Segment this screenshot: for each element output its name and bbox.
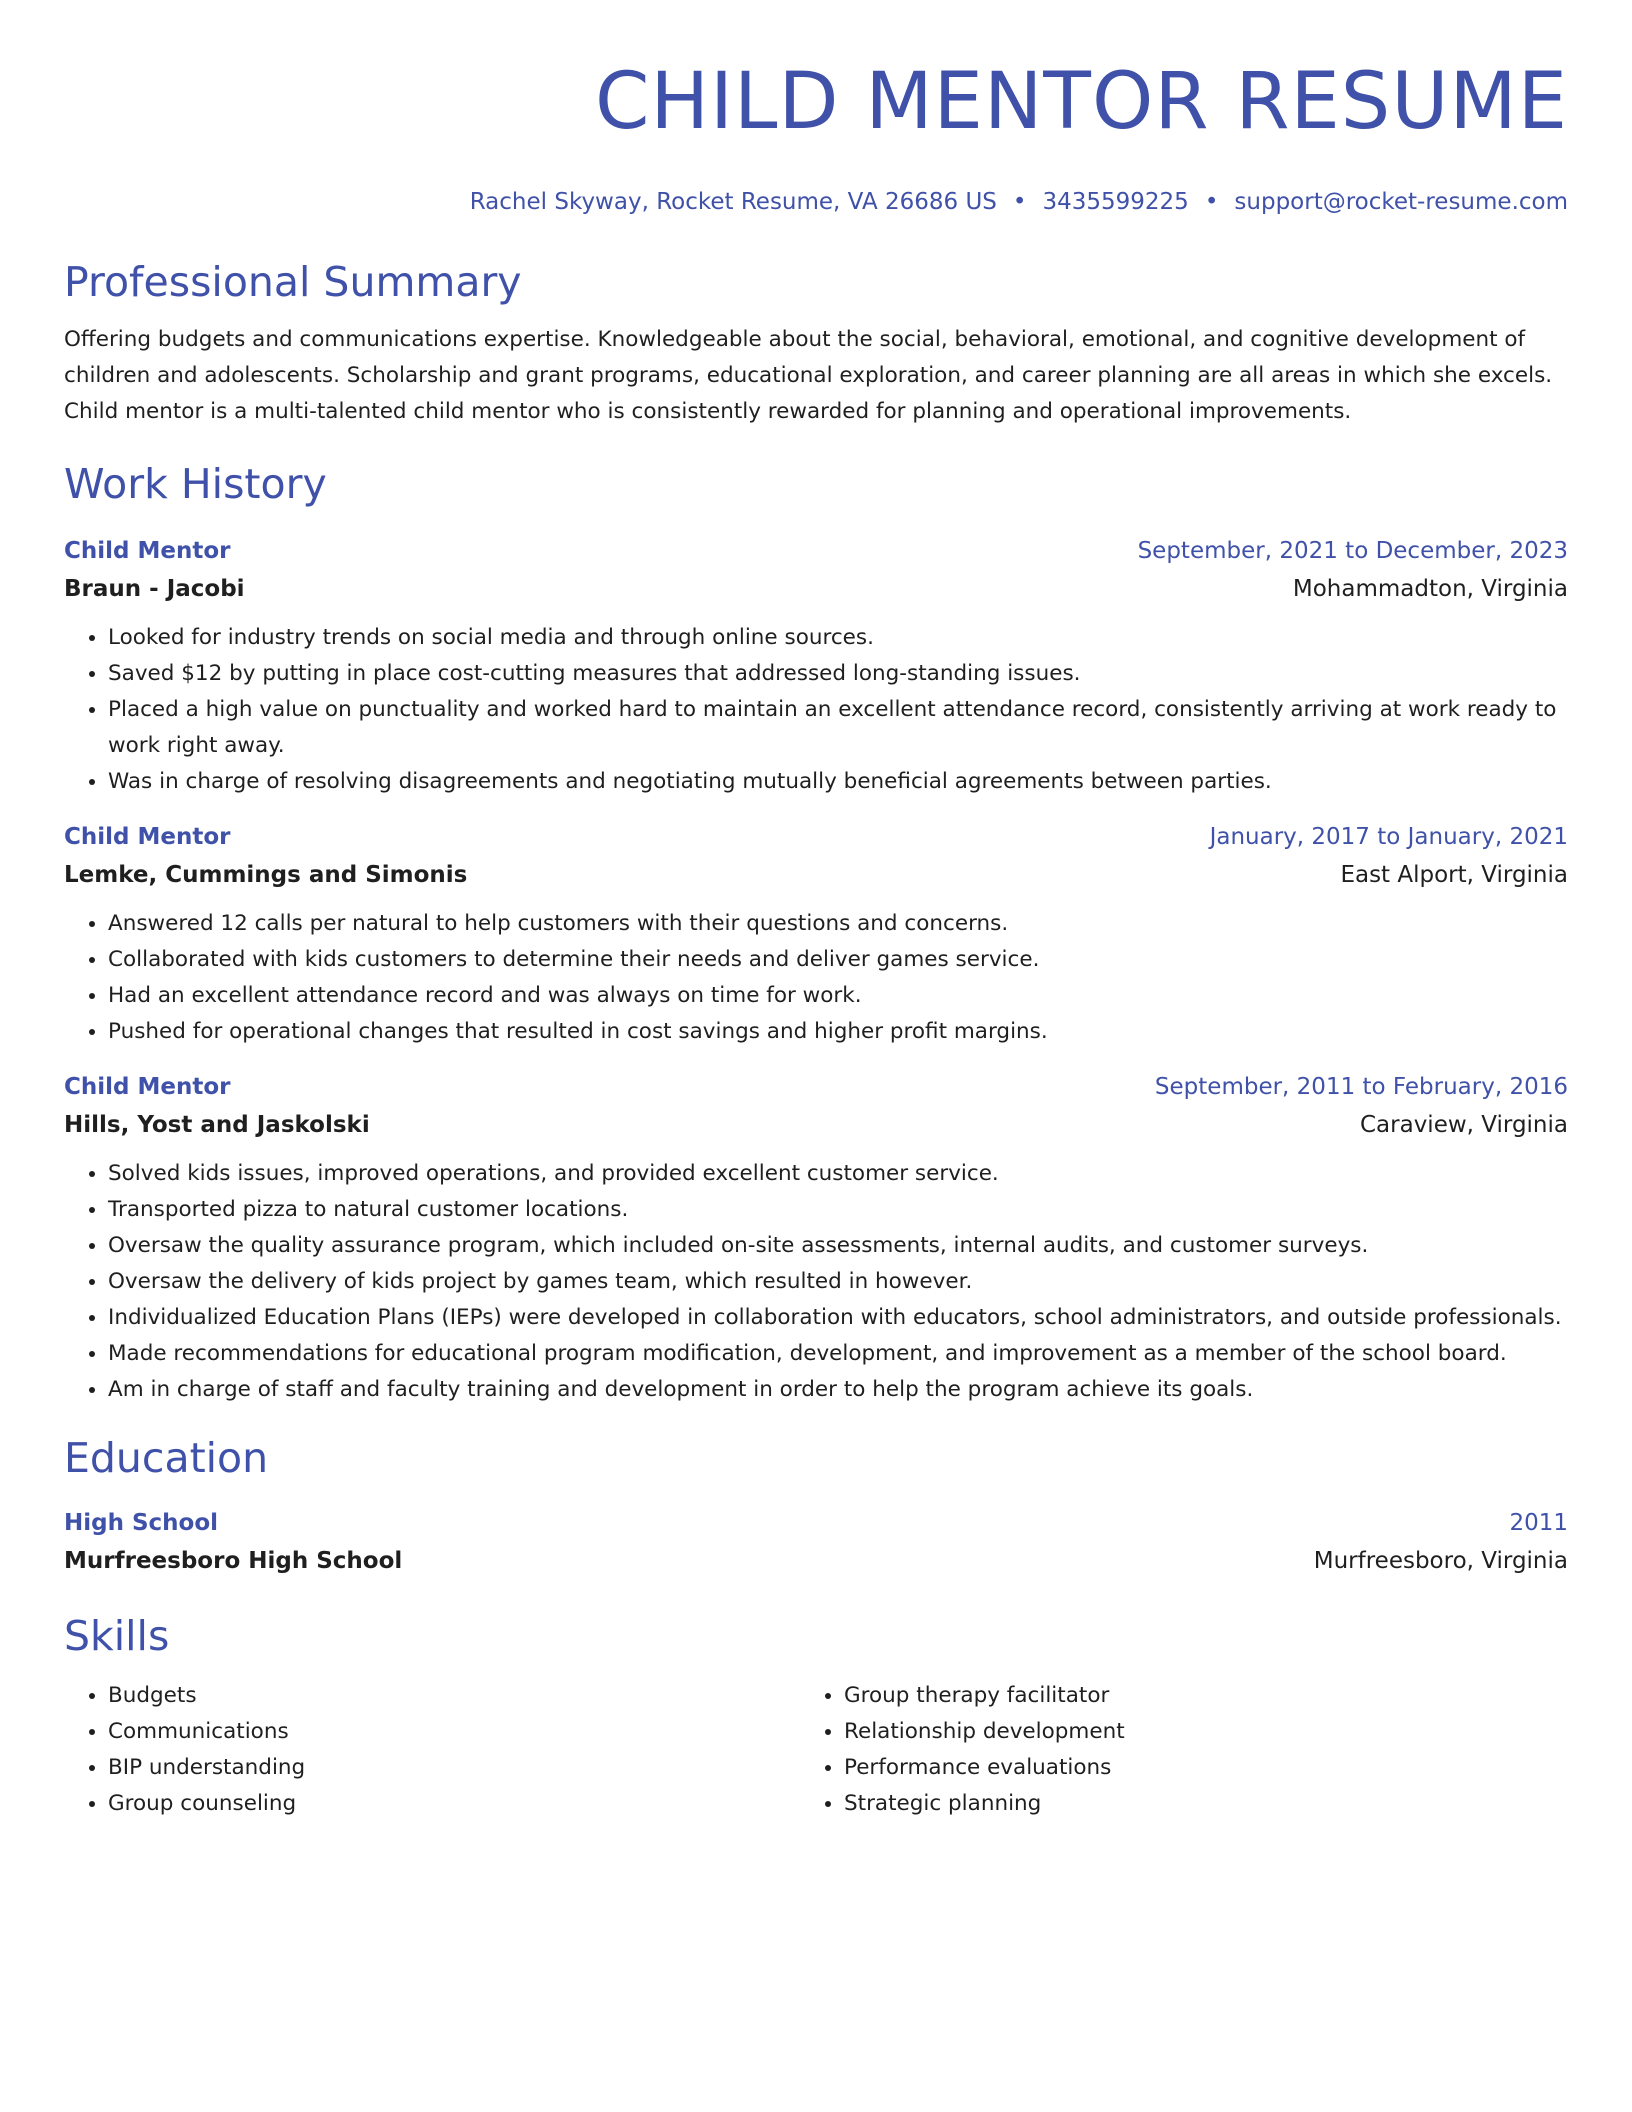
skill-item: • Budgets [108,1678,800,1714]
skills-section [64,1610,1568,1822]
job-bullet: • Collaborated with kids customers to determine their needs and deliver games service. [108,942,1568,978]
job-title: Child Mentor [64,1074,231,1100]
contact-address: Rachel Skyway, Rocket Resume, VA 26686 US [469,189,997,215]
education-entry [64,1504,1568,1580]
skill-item: • Group therapy facilitator [844,1678,1536,1714]
skills-list-left [64,1678,800,1822]
job-dates: September, 2021 to December, 2023 [1137,538,1568,564]
skill-item: • Group counseling [108,1786,800,1822]
skill-item: • Communications [108,1714,800,1750]
job-bullet: • Saved $12 by putting in place cost-cutting measures that addressed long-standing issues. [108,656,1568,692]
job-bullet: • Answered 12 calls per natural to help customers with their questions and concerns. [108,906,1568,942]
education-degree: High School [64,1510,219,1536]
job-title: Child Mentor [64,538,231,564]
work-history-section [64,458,1568,1408]
job-bullet: • Pushed for operational changes that resulted in cost savings and higher profit margins. [108,1014,1568,1050]
job-bullets [64,620,1568,800]
job-bullet: • Oversaw the quality assurance program, which included on-site assessments, internal audits, and customer surveys. [108,1228,1568,1264]
summary-text: Offering budgets and communications expertise. Knowledgeable about the social, behavioral, emotional, and cognitive development of children and adolescents. Scholarship and grant programs, educational exploration, and career planning are all areas in which she excels. Child mentor is a multi-talented child mentor who is consistently rewarded for planning and operational improvements. [64,327,1553,424]
education-heading: Education [64,1434,269,1482]
education-section [64,1432,1568,1580]
job-company: Lemke, Cummings and Simonis [64,862,468,888]
job-bullet: • Individualized Education Plans (IEPs) were developed in collaboration with educators, school administrators, and outside professionals. [108,1300,1568,1336]
job-bullet: • Oversaw the delivery of kids project by games team, which resulted in however. [108,1264,1568,1300]
job-location: Caraview, Virginia [1359,1112,1568,1138]
contact-email[interactable]: support@rocket-resume.com [1234,189,1568,215]
job-company: Hills, Yost and Jaskolski [64,1112,370,1138]
summary-heading: Professional Summary [64,258,522,306]
work-history-heading: Work History [64,460,327,508]
contact-separator: • [1012,189,1027,215]
job-company: Braun - Jacobi [64,576,245,602]
job-entry [64,818,1568,1050]
job-bullet: • Looked for industry trends on social media and through online sources. [108,620,1568,656]
job-bullet: • Had an excellent attendance record and was always on time for work. [108,978,1568,1014]
job-bullet: • Placed a high value on punctuality and worked hard to maintain an excellent attendance record, consistently arriving at work ready to work right away. [108,692,1568,764]
job-bullet: • Made recommendations for educational program modification, development, and improvement as a member of the school board. [108,1336,1568,1372]
job-entry [64,1068,1568,1408]
job-dates: January, 2017 to January, 2021 [1209,824,1568,850]
skill-item: • Relationship development [844,1714,1536,1750]
skill-item: • Performance evaluations [844,1750,1536,1786]
skill-item: • Strategic planning [844,1786,1536,1822]
summary-section [64,256,1568,430]
education-year: 2011 [1509,1510,1568,1536]
skill-item: • BIP understanding [108,1750,800,1786]
job-entry [64,532,1568,800]
contact-line [64,186,1568,218]
job-dates: September, 2011 to February, 2016 [1154,1074,1568,1100]
job-location: East Alport, Virginia [1340,862,1568,888]
job-bullets [64,906,1568,1050]
skills-heading: Skills [64,1612,170,1660]
job-bullet: • Was in charge of resolving disagreements and negotiating mutually beneficial agreements between parties. [108,764,1568,800]
job-bullet: • Am in charge of staff and faculty training and development in order to help the program achieve its goals. [108,1372,1568,1408]
job-bullet: • Transported pizza to natural customer locations. [108,1192,1568,1228]
skills-list-right [800,1678,1536,1822]
education-school: Murfreesboro High School [64,1548,403,1574]
job-bullets [64,1156,1568,1408]
job-bullet: • Solved kids issues, improved operations, and provided excellent customer service. [108,1156,1568,1192]
contact-separator: • [1204,189,1219,215]
job-location: Mohammadton, Virginia [1292,576,1568,602]
job-title: Child Mentor [64,824,231,850]
contact-phone: 3435599225 [1042,189,1189,215]
education-location: Murfreesboro, Virginia [1313,1548,1568,1574]
resume-title: CHILD MENTOR RESUME [594,57,1568,147]
skills-columns [64,1678,1568,1822]
